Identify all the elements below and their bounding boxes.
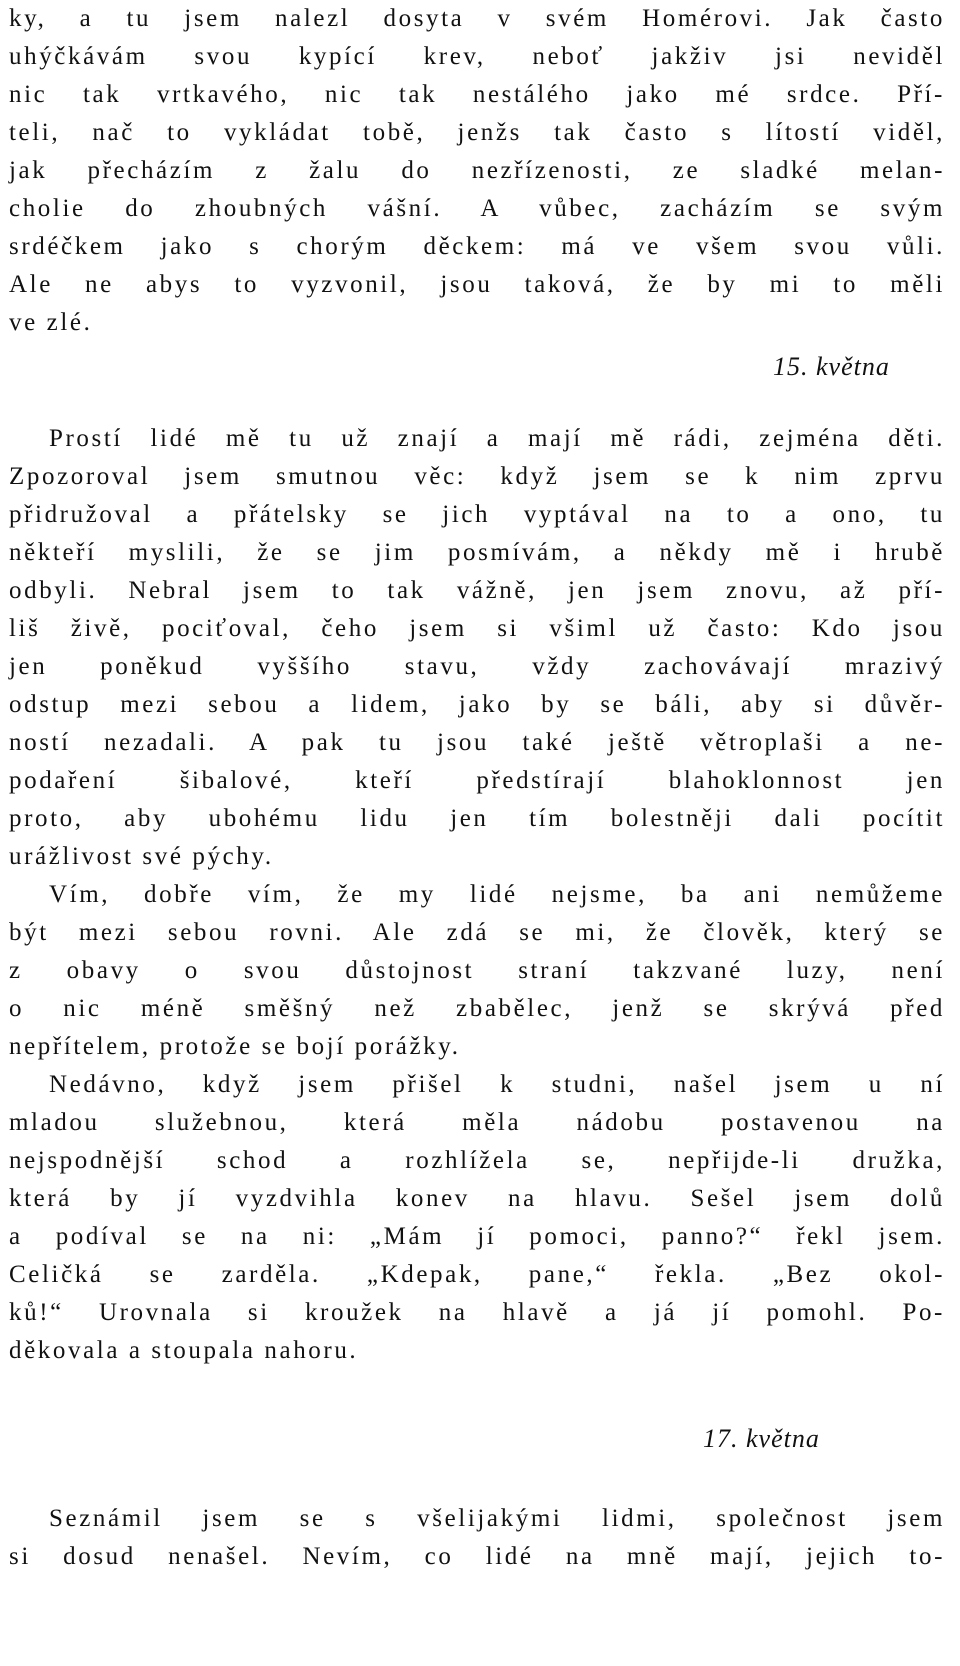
text-line: ností nezadali. A pak tu jsou také ještě větroplaši a ne- bbox=[9, 729, 945, 756]
text-line: urážlivost své pýchy. bbox=[9, 843, 274, 870]
text-line: Nedávno, když jsem přišel k studni, našel jsem u ní bbox=[49, 1071, 945, 1098]
text-line: Prostí lidé mě tu už znají a mají mě rádi, zejména děti. bbox=[49, 425, 945, 452]
text-line: nic tak vrtkavého, nic tak nestálého jako mé srdce. Pří- bbox=[9, 81, 945, 108]
text-line: cholie do zhoubných vášní. A vůbec, zacházím se svým bbox=[9, 195, 945, 222]
text-line: jen poněkud vyššího stavu, vždy zachovávají mrazivý bbox=[9, 653, 945, 680]
text-line: teli, nač to vykládat tobě, jenžs tak často s lítostí viděl, bbox=[9, 119, 945, 146]
text-line: odstup mezi sebou a lidem, jako by se báli, aby si důvěr- bbox=[9, 691, 945, 718]
text-line: Zpozoroval jsem smutnou věc: když jsem se k nim zprvu bbox=[9, 463, 945, 490]
text-line: jak přecházím z žalu do nezřízenosti, ze sladké melan- bbox=[9, 157, 945, 184]
text-line: Celičká se zarděla. „Kdepak, pane,“ řekla. „Bez okol- bbox=[9, 1261, 945, 1288]
text-line: mladou služebnou, která měla nádobu postavenou na bbox=[9, 1109, 945, 1136]
text-line: přidružoval a přátelsky se jich vyptával na to a ono, tu bbox=[9, 501, 945, 528]
text-line: Ale ne abys to vyzvonil, jsou taková, že by mi to měli bbox=[9, 271, 945, 298]
text-line: nejspodnější schod a rozhlížela se, nepřijde-li družka, bbox=[9, 1147, 945, 1174]
text-line: děkovala a stoupala nahoru. bbox=[9, 1337, 359, 1364]
text-line: o nic méně směšný než zbabělec, jenž se skrývá před bbox=[9, 995, 945, 1022]
text-line: z obavy o svou důstojnost straní takzvané luzy, není bbox=[9, 957, 945, 984]
text-line: uhýčkávám svou kypící krev, neboť jakživ jsi neviděl bbox=[9, 43, 945, 70]
text-line: liš živě, pociťoval, čeho jsem si všiml už často: Kdo jsou bbox=[9, 615, 945, 642]
text-line: proto, aby ubohému lidu jen tím bolestněji dali pocítit bbox=[9, 805, 945, 832]
text-line: ve zlé. bbox=[9, 309, 93, 336]
text-line: nepřítelem, protože se bojí porážky. bbox=[9, 1033, 461, 1060]
text-line: Vím, dobře vím, že my lidé nejsme, ba ani nemůžeme bbox=[49, 881, 945, 908]
text-line: být mezi sebou rovni. Ale zdá se mi, že člověk, který se bbox=[9, 919, 945, 946]
text-line: ků!“ Urovnala si kroužek na hlavě a já jí pomohl. Po- bbox=[9, 1299, 945, 1326]
text-line: srdéčkem jako s chorým děckem: má ve všem svou vůli. bbox=[9, 233, 945, 260]
text-line: ky, a tu jsem nalezl dosyta v svém Homérovi. Jak často bbox=[9, 5, 945, 32]
entry-date: 15. května bbox=[773, 352, 890, 381]
text-line: odbyli. Nebral jsem to tak vážně, jen jsem znovu, až pří- bbox=[9, 577, 945, 604]
text-line: která by jí vyzdvihla konev na hlavu. Sešel jsem dolů bbox=[9, 1185, 945, 1212]
text-line: si dosud nenašel. Nevím, co lidé na mně mají, jejich to- bbox=[9, 1543, 945, 1570]
text-line: někteří myslili, že se jim posmívám, a někdy mě i hrubě bbox=[9, 539, 945, 566]
entry-date: 17. května bbox=[703, 1424, 820, 1453]
text-line: podaření šibalové, kteří předstírají blahoklonnost jen bbox=[9, 767, 945, 794]
text-line: Seznámil jsem se s všelijakými lidmi, společnost jsem bbox=[49, 1505, 945, 1532]
text-line: a podíval se na ni: „Mám jí pomoci, panno?“ řekl jsem. bbox=[9, 1223, 945, 1250]
